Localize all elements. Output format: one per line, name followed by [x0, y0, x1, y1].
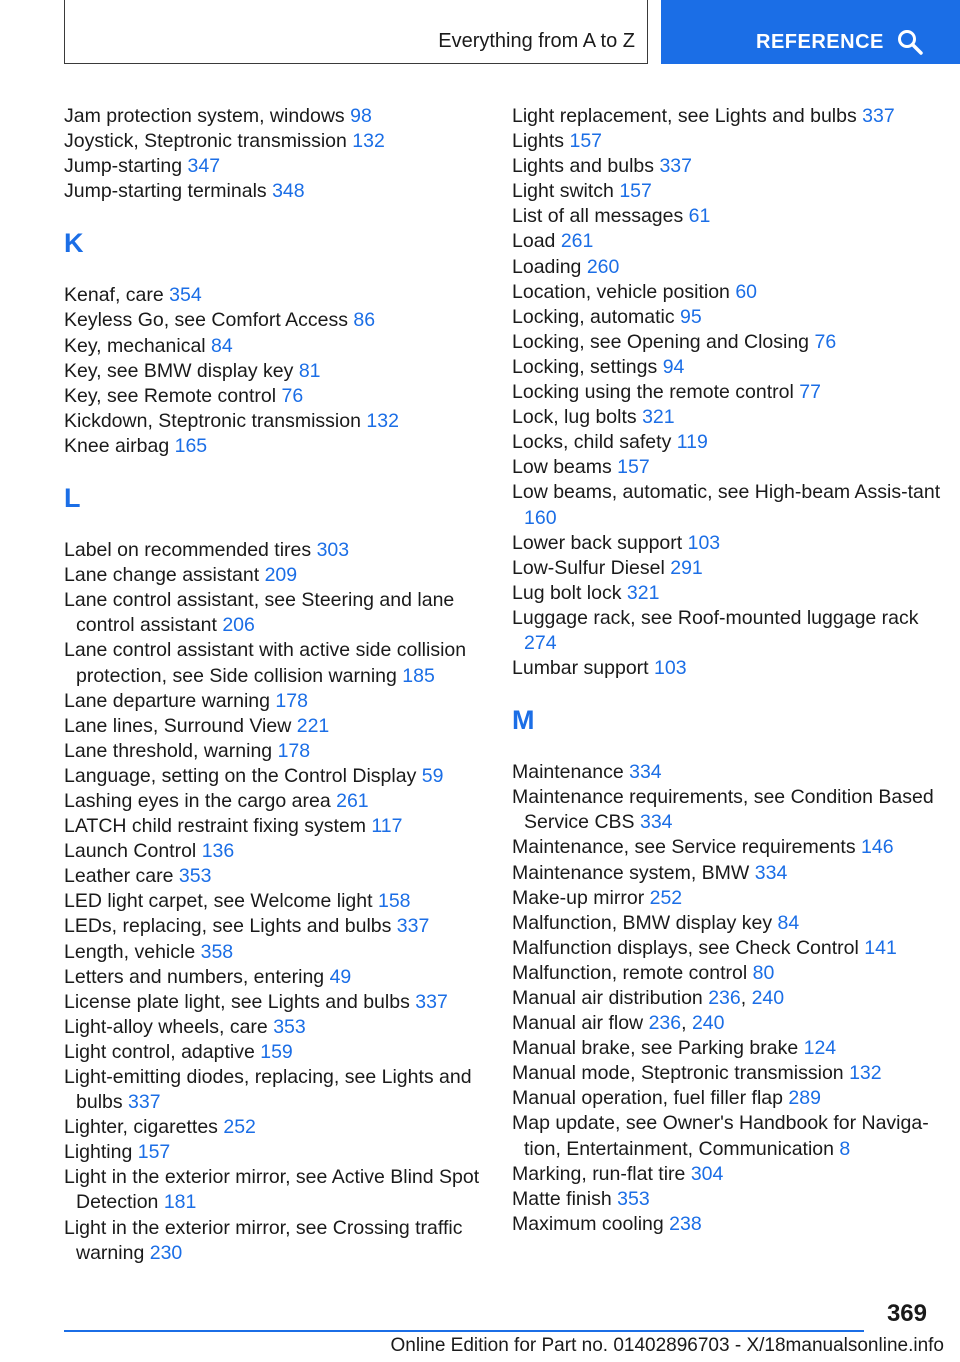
page-link[interactable]: 334	[629, 761, 662, 784]
page-link[interactable]: 76	[281, 384, 304, 407]
page-link[interactable]: 59	[421, 764, 444, 787]
index-entry	[512, 1162, 942, 1187]
index-entry-text: Knee airbag	[64, 434, 170, 457]
index-entry-text: Locking, settings	[512, 355, 658, 378]
page-link[interactable]: 353	[178, 865, 212, 888]
index-entry-text: List of all messages	[512, 205, 684, 228]
index-entry-text: LED light carpet, see Welcome light	[64, 890, 373, 913]
index-entry	[512, 1212, 942, 1237]
page-link[interactable]: 84	[211, 334, 233, 357]
index-entry	[512, 1086, 942, 1111]
index-entry-text: Make-up mirror	[512, 886, 645, 909]
index-entry	[64, 839, 504, 864]
page-link[interactable]: 132	[352, 130, 385, 153]
index-entry	[64, 1040, 504, 1065]
index-entry	[512, 480, 942, 530]
index-entry-text: Lug bolt lock	[512, 581, 622, 604]
index-entry	[512, 835, 942, 860]
footer-edition-text: Online Edition for Part no. 01402896703 - X/18	[390, 1335, 786, 1356]
page-link[interactable]: 337	[659, 155, 692, 178]
footer-edition	[390, 1335, 944, 1357]
index-entry-text: Light replacement, see Lights and bulbs	[512, 105, 857, 127]
page-link[interactable]: 103	[687, 531, 721, 554]
index-entry	[512, 911, 942, 936]
index-entry	[512, 531, 942, 556]
index-entry	[64, 739, 504, 764]
index-entry	[512, 355, 942, 380]
index-entry-text: Map update, see Owner's Handbook for Naviga‐tion, Entertainment, Communication	[512, 1112, 929, 1160]
page-link[interactable]: 86	[353, 309, 376, 332]
index-entry	[64, 334, 504, 359]
page-link[interactable]: 334	[639, 811, 673, 834]
page-link[interactable]: 136	[201, 840, 235, 863]
page-link[interactable]: 321	[642, 406, 675, 429]
index-entry-text: Keyless Go, see Comfort Access	[64, 309, 348, 332]
index-entry-text: Lower back support	[512, 531, 683, 554]
index-entry	[64, 914, 504, 939]
page-link[interactable]: 240	[751, 987, 785, 1009]
page-link[interactable]: 84	[777, 911, 800, 934]
page-link[interactable]: 81	[298, 359, 321, 382]
index-entry-text: Maintenance requirements, see Condition Based Service CBS	[512, 786, 934, 834]
page-link[interactable]: 146	[861, 836, 894, 859]
page-link[interactable]: 260	[586, 255, 620, 278]
page-link[interactable]: 157	[617, 456, 650, 479]
index-entry	[512, 229, 942, 254]
page-link[interactable]: 291	[670, 556, 703, 579]
index-entry-text: Lights	[512, 130, 565, 153]
index-entry-text: Locks, child safety	[512, 431, 672, 454]
index-entry	[64, 129, 504, 154]
index-entry	[512, 455, 942, 480]
page-link[interactable]: 236	[708, 987, 741, 1009]
index-entry-text: Jump-starting terminals	[64, 180, 267, 203]
index-entry-text: Matte finish	[512, 1187, 612, 1210]
index-entry-text: Low beams, automatic, see High-beam Assis‐tant	[512, 481, 941, 504]
index-entry: Manual air flow 236, 240	[512, 1012, 725, 1035]
index-entry	[64, 940, 504, 965]
index-entry-text: Malfunction, BMW display key	[512, 911, 773, 934]
page-link[interactable]: 157	[569, 130, 603, 153]
index-entry-text: Lights and bulbs	[512, 155, 655, 178]
index-entry-text: Light control, adaptive	[64, 1040, 255, 1063]
page-link[interactable]: 348	[272, 180, 305, 203]
index-entry-text: Label on recommended tires	[64, 539, 312, 562]
index-entry-text: Lane departure warning	[64, 689, 270, 712]
index-entry	[64, 689, 504, 714]
index-entry-text: Jam protection system, windows	[64, 105, 345, 127]
index-entry	[64, 1216, 504, 1266]
index-entry-text: Light switch	[512, 180, 614, 203]
index-entry-text: Joystick, Steptronic transmission	[64, 130, 347, 153]
index-entry-text: Launch Control	[64, 840, 197, 863]
search-icon[interactable]	[897, 29, 923, 55]
page-link[interactable]: 119	[676, 431, 708, 454]
index-entry-text: Low beams	[512, 456, 612, 479]
index-entry-text: Loading	[512, 255, 582, 278]
index-entry-text: Luggage rack, see Roof-mounted luggage rack	[512, 606, 919, 629]
index-column-left	[64, 104, 504, 1266]
page-link[interactable]: 303	[316, 539, 350, 562]
index-entry-text: Location, vehicle position	[512, 280, 730, 303]
index-entry	[64, 154, 504, 179]
page-number: 369	[886, 1300, 927, 1327]
index-entry	[512, 1187, 942, 1212]
index-entry	[512, 785, 942, 835]
index-entry	[64, 1065, 504, 1115]
page-link[interactable]: 347	[187, 155, 221, 178]
page-link[interactable]: 98	[350, 105, 372, 127]
index-entry-text: Malfunction displays, see Check Control	[512, 936, 859, 959]
page-link[interactable]: 274	[524, 631, 557, 654]
page-link[interactable]: 337	[396, 915, 430, 938]
page-link[interactable]: 76	[814, 330, 837, 353]
index-entry	[64, 308, 504, 333]
index-entry-text: Key, mechanical	[64, 334, 206, 357]
index-entry	[64, 1140, 504, 1165]
page-link[interactable]: 103	[654, 657, 687, 680]
page-link[interactable]: 304	[690, 1162, 724, 1185]
page-link[interactable]: 124	[803, 1037, 837, 1060]
page-link[interactable]: 289	[788, 1087, 821, 1110]
index-entry	[64, 409, 504, 434]
page-link[interactable]: 49	[329, 965, 352, 988]
page-link[interactable]: 157	[619, 180, 652, 203]
index-entry-text: Manual air flow	[512, 1012, 644, 1035]
page-link[interactable]: 160	[524, 506, 557, 529]
page-link[interactable]: 353	[617, 1187, 650, 1210]
reference-tab[interactable]	[661, 0, 960, 64]
index-entry-text: Manual operation, fuel filler flap	[512, 1087, 783, 1110]
index-entry	[512, 861, 942, 886]
page-link[interactable]: 61	[688, 205, 711, 228]
index-entry	[64, 1015, 504, 1040]
index-entry	[64, 789, 504, 814]
index-entry	[64, 764, 504, 789]
index-entry-text: License plate light, see Lights and bulbs	[64, 990, 410, 1013]
page-link[interactable]: 261	[560, 230, 594, 253]
index-entry	[64, 283, 504, 308]
index-entry	[512, 129, 942, 154]
index-entry-text: Kenaf, care	[64, 284, 164, 307]
page-link[interactable]: 117	[371, 815, 403, 838]
index-entry	[512, 405, 942, 430]
page-link[interactable]: 94	[662, 355, 685, 378]
page-link[interactable]: 240	[691, 1012, 725, 1035]
index-entry-text: Locking, see Opening and Closing	[512, 330, 810, 353]
index-entry-text: Manual mode, Steptronic transmission	[512, 1062, 844, 1085]
page-link[interactable]: 238	[669, 1212, 702, 1235]
index-entry-text: Maintenance, see Service requirements	[512, 836, 856, 859]
index-entry-text: Lane control assistant, see Steering and lane control assistant	[64, 589, 455, 637]
index-entry-text: Locking using the remote control	[512, 381, 794, 404]
page-link[interactable]: 165	[174, 434, 208, 457]
index-entry	[512, 1036, 942, 1061]
index-entry	[512, 154, 942, 179]
index-entry	[512, 330, 942, 355]
index-entry-text: Lane lines, Surround View	[64, 714, 292, 737]
index-entry	[64, 1115, 504, 1140]
index-entry-text: Maximum cooling	[512, 1212, 664, 1235]
page-link[interactable]: 221	[296, 714, 330, 737]
page-link[interactable]: 181	[163, 1191, 197, 1214]
index-entry	[512, 255, 942, 280]
index-entry-text: Light in the exterior mirror, see Active Blind Spot Detection	[64, 1166, 480, 1214]
index-entry-text: Key, see BMW display key	[64, 359, 294, 382]
page-link[interactable]: 337	[128, 1091, 161, 1114]
index-entry: Manual air distribution 236, 240	[512, 987, 785, 1009]
index-entry	[512, 179, 942, 204]
index-entry	[512, 556, 942, 581]
index-entry-text: Lumbar support	[512, 657, 649, 680]
index-letter-heading: L	[64, 483, 81, 514]
index-entry-text: LATCH child restraint fixing system	[64, 815, 366, 838]
page-link[interactable]: 141	[864, 936, 897, 959]
index-entry	[512, 1061, 942, 1086]
page-link[interactable]: 337	[862, 105, 895, 127]
index-entry-text: Marking, run-flat tire	[512, 1162, 686, 1185]
index-entry	[64, 889, 504, 914]
index-entry	[512, 886, 942, 911]
index-entry-text: Lock, lug bolts	[512, 406, 637, 429]
index-entry	[512, 581, 942, 606]
index-entry	[512, 104, 942, 129]
index-entry	[64, 538, 504, 563]
index-entry-text: Lighting	[64, 1141, 133, 1164]
index-entry	[64, 990, 504, 1015]
index-entry	[64, 563, 504, 588]
index-entry-text: Kickdown, Steptronic transmission	[64, 409, 361, 432]
page-link[interactable]: 178	[275, 689, 308, 712]
index-entry	[64, 434, 504, 459]
page-link[interactable]: 178	[277, 739, 311, 762]
page-link[interactable]: 132	[366, 409, 399, 432]
index-entry-text: Lane threshold, warning	[64, 739, 273, 762]
page-link[interactable]: 8	[839, 1137, 851, 1160]
index-entry-text: Maintenance system, BMW	[512, 861, 750, 884]
header-title: Everything from A to Z	[438, 30, 635, 52]
index-entry-text: Light-alloy wheels, care	[64, 1015, 268, 1038]
index-letter-heading: M	[512, 705, 535, 736]
index-entry-text: Manual air distribution	[512, 987, 703, 1009]
page-link[interactable]: 230	[149, 1241, 183, 1264]
index-entry	[64, 384, 504, 409]
index-entry	[64, 104, 504, 129]
reference-label: REFERENCE	[756, 31, 884, 53]
index-entry-text: Manual brake, see Parking brake	[512, 1037, 799, 1060]
index-entry-text: Jump-starting	[64, 155, 183, 178]
index-entry-text: Low-Sulfur Diesel	[512, 556, 665, 579]
index-entry-text: Leather care	[64, 865, 174, 888]
index-entry	[512, 936, 942, 961]
page-link[interactable]: 95	[680, 305, 702, 328]
index-entry	[64, 814, 504, 839]
index-entry-text: Length, vehicle	[64, 940, 196, 963]
index-entry	[512, 380, 942, 405]
index-entry	[512, 280, 942, 305]
index-entry-text: Lashing eyes in the cargo area	[64, 789, 331, 812]
footer-divider	[64, 1330, 864, 1332]
index-entry	[512, 1111, 942, 1161]
page-link[interactable]: 206	[222, 614, 255, 637]
page-link[interactable]: 236	[648, 1012, 682, 1035]
header-title-box	[64, 0, 648, 64]
index-entry-text: Lane control assistant with active side collision protection, see Side collision warning	[64, 639, 467, 687]
page-link[interactable]: 353	[273, 1015, 306, 1038]
index-entry	[64, 588, 504, 638]
page-link[interactable]: 321	[626, 581, 660, 604]
page-link[interactable]: 132	[849, 1062, 882, 1085]
index-entry-text: Malfunction, remote control	[512, 961, 748, 984]
page-link[interactable]: 77	[799, 381, 821, 404]
index-entry	[64, 638, 504, 688]
page-link[interactable]: 252	[649, 886, 683, 909]
page-link[interactable]: 334	[754, 861, 788, 884]
index-letter-heading: K	[64, 228, 84, 259]
index-entry-text: Load	[512, 230, 556, 253]
index-entry	[512, 961, 942, 986]
page-link[interactable]: 159	[260, 1040, 293, 1063]
index-entry	[512, 204, 942, 229]
page-link[interactable]: 358	[200, 940, 234, 963]
index-entry-text: Lane change assistant	[64, 564, 260, 587]
index-entry-text: LEDs, replacing, see Lights and bulbs	[64, 915, 392, 938]
page-link[interactable]: 354	[169, 284, 202, 307]
index-entry	[512, 656, 942, 681]
index-entry-text: Letters and numbers, entering	[64, 965, 325, 988]
page-link[interactable]: 209	[264, 564, 298, 587]
index-entry-text: Light in the exterior mirror, see Crossing traffic warning	[64, 1216, 463, 1264]
index-column-right	[512, 104, 942, 1237]
page-link[interactable]: 185	[402, 664, 435, 687]
index-entry	[64, 359, 504, 384]
page-link[interactable]: 337	[415, 990, 448, 1013]
page-link[interactable]: 60	[735, 280, 758, 303]
index-entry	[64, 1165, 504, 1215]
index-entry	[512, 305, 942, 330]
page-link[interactable]: 261	[336, 789, 369, 812]
index-entry	[512, 430, 942, 455]
index-entry	[64, 179, 504, 204]
index-entry	[512, 760, 942, 785]
index-entry-text: Locking, automatic	[512, 305, 675, 328]
index-entry-text: Key, see Remote control	[64, 384, 277, 407]
page-link[interactable]: 252	[223, 1116, 256, 1139]
index-entry	[512, 606, 942, 656]
index-entry-text: Lighter, cigarettes	[64, 1116, 218, 1139]
page-link[interactable]: 158	[377, 890, 411, 913]
index-entry-text: Light-emitting diodes, replacing, see Lights and bulbs	[64, 1066, 472, 1114]
index-entry	[64, 864, 504, 889]
index-entry-text: Language, setting on the Control Display	[64, 764, 417, 787]
index-entry	[64, 714, 504, 739]
index-entry-text: Maintenance	[512, 761, 624, 784]
footer-watermark: manualsonline.info	[785, 1335, 944, 1356]
page-link[interactable]: 157	[137, 1141, 171, 1164]
index-entry	[64, 965, 504, 990]
page-link[interactable]: 80	[752, 961, 775, 984]
